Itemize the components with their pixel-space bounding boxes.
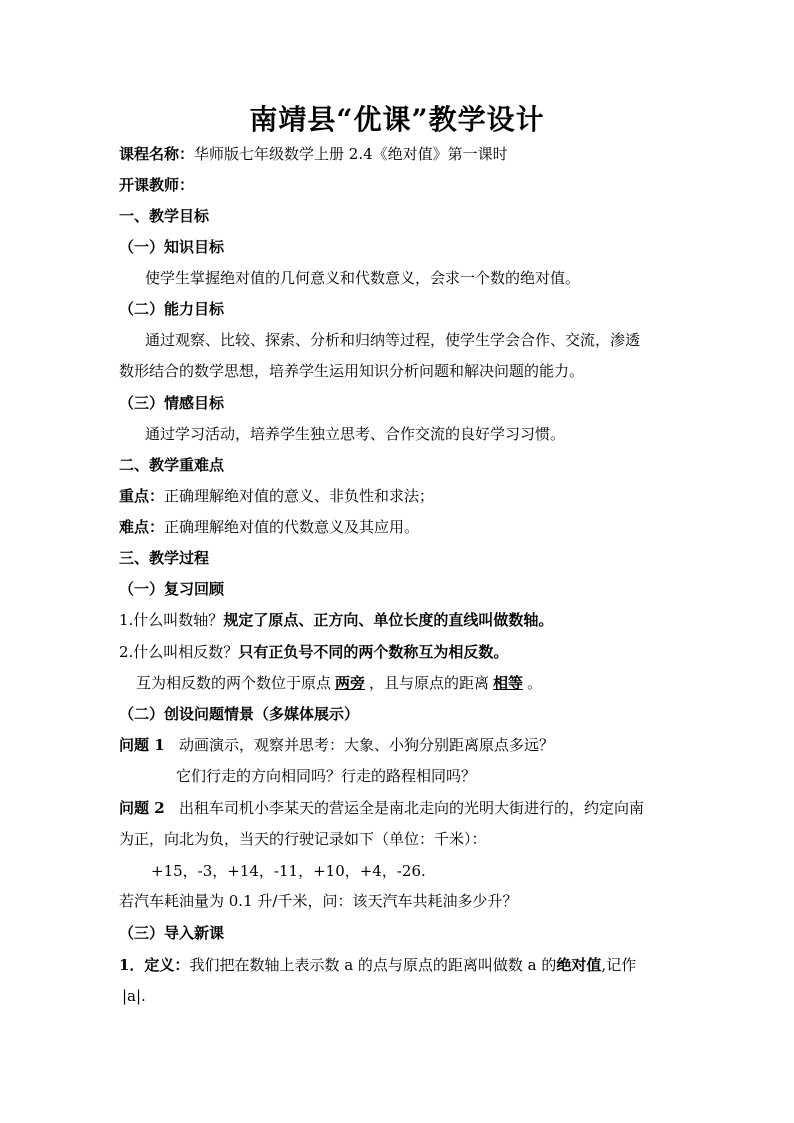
section2-heading: 二、教学重难点	[119, 456, 225, 474]
fill-blank-1: 两旁	[335, 674, 366, 692]
key-point-text: 正确理解绝对值的意义、非负性和求法；	[164, 487, 435, 505]
problem-2-text: 出租车司机小李某天的营运全是南北走向的光明大街进行的，约定向南	[178, 799, 644, 817]
ability-goal-text-2: 数形结合的数学思想，培养学生运用知识分析问题和解决问题的能力。	[119, 362, 585, 380]
problem-1-line	[119, 735, 679, 755]
review-q1-answer: 规定了原点、正方向、单位长度的直线叫做数轴。	[223, 611, 554, 629]
emotion-goal-heading: （三）情感目标	[119, 394, 225, 412]
difficulty-text: 正确理解绝对值的代数意义及其应用。	[164, 518, 420, 536]
review-heading: （一）复习回顾	[119, 580, 225, 598]
section3-heading: 三、教学过程	[119, 549, 210, 567]
knowledge-goal-text: 使学生掌握绝对值的几何意义和代数意义，会求一个数的绝对值。	[145, 269, 581, 287]
review-question-1	[119, 610, 679, 630]
emotion-goal-text: 通过学习活动，培养学生独立思考、合作交流的良好学习习惯。	[145, 425, 566, 443]
definition-bold-term: 绝对值	[556, 956, 602, 974]
problem-1-text-2: 它们行走的方向相同吗？行走的路程相同吗？	[176, 767, 477, 785]
problem-2-label: 问题 2	[119, 799, 165, 817]
course-line	[119, 144, 679, 164]
problem-2-record: +15，-3，+14，-11，+10，+4，-26.	[151, 862, 426, 880]
review-question-2	[119, 642, 679, 662]
difficulty-label: 难点：	[119, 518, 165, 536]
scenario-heading: （二）创设问题情景（多媒体展示）	[119, 705, 360, 723]
new-lesson-heading: （三）导入新课	[119, 924, 225, 942]
course-label: 课程名称：	[119, 145, 195, 163]
review-q2-prefix: 2.什么叫相反数？	[119, 643, 239, 661]
fill-text-b: ，且与原点的距离	[369, 674, 490, 692]
problem-1-text: 动画演示，观察并思考：大象、小狗分别距离原点多远？	[178, 736, 554, 754]
review-q1-prefix: 1.什么叫数轴？	[119, 611, 224, 629]
knowledge-goal-heading: （一）知识目标	[119, 238, 225, 256]
definition-label: 1．定义：	[119, 956, 190, 974]
ability-goal-text-1: 通过观察、比较、探索、分析和归纳等过程，使学生学会合作、交流，渗透	[145, 331, 641, 349]
fill-text-c: 。	[527, 674, 543, 692]
difficulty-line	[119, 517, 679, 537]
fill-text-a: 互为相反数的两个数位于原点	[136, 674, 332, 692]
problem-2-question: 若汽车耗油量为 0.1 升/千米，问：该天汽车共耗油多少升？	[119, 892, 518, 910]
ability-goal-heading: （二）能力目标	[119, 300, 225, 318]
problem-1-label: 问题 1	[119, 736, 165, 754]
key-point-line	[119, 486, 679, 506]
teacher-line: 开课教师：	[119, 176, 195, 194]
definition-text-b: ,记作	[601, 956, 637, 974]
problem-2-line	[119, 798, 679, 818]
fill-blank-2: 相等	[493, 674, 524, 692]
review-q2-answer: 只有正负号不同的两个数称互为相反数。	[238, 643, 509, 661]
definition-text-a: 我们把在数轴上表示数 a 的点与原点的距离叫做数 a 的	[189, 956, 557, 974]
fill-in-line	[136, 673, 696, 693]
definition-notation: |a|.	[122, 987, 146, 1005]
definition-line	[119, 955, 679, 975]
course-value: 华师版七年级数学上册 2.4《绝对值》第一课时	[194, 145, 508, 163]
section1-heading: 一、教学目标	[119, 207, 210, 225]
document-title: 南靖县“优课”教学设计	[249, 103, 545, 136]
problem-2-text-2: 为正，向北为负，当天的行驶记录如下（单位：千米）：	[119, 830, 487, 848]
key-point-label: 重点：	[119, 487, 165, 505]
